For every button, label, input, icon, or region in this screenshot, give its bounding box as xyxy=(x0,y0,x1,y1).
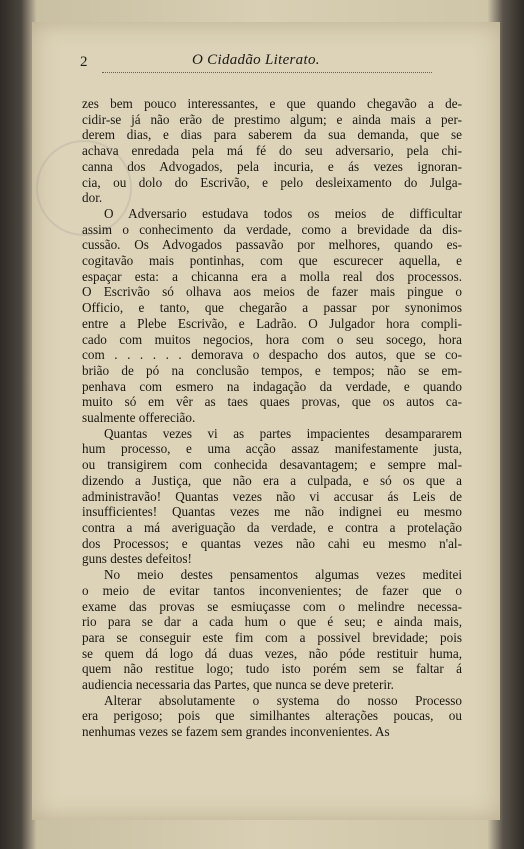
page-number: 2 xyxy=(80,54,88,70)
text-line: penhava com esmero na indagação da verdade, e quando xyxy=(82,378,462,394)
header-rule xyxy=(102,72,432,73)
text-line: hum processo, e uma acção assaz manifestamente justa, xyxy=(82,441,462,457)
paragraph xyxy=(82,426,462,567)
text-line: muito só em vêr as taes quaes provas, que os autos ca- xyxy=(82,394,462,410)
text-line: achava enredada pela má fé do seu adversario, pela chi- xyxy=(82,143,462,159)
text-line: audiencia necessaria das Partes, que nunca se deve preterir. xyxy=(82,677,394,693)
text-line: cidir-se já não erão de prestimo algum; e ainda mais a per- xyxy=(82,111,462,127)
paragraph xyxy=(82,693,462,740)
text-line: assim o conhecimento da verdade, como a brevidade da dis- xyxy=(82,221,462,237)
paragraph xyxy=(82,206,462,426)
text-line: zes bem pouco interessantes, e que quando chegavão a de- xyxy=(82,96,462,111)
text-line: derem dias, e dias para saberem da sua demanda, que se xyxy=(82,127,462,143)
text-line: cogitavão mais pontinhas, com que escurecer aquella, e xyxy=(82,253,462,269)
text-line: ou transigirem com conhecida desavantagem; e sempre mal- xyxy=(82,457,462,473)
text-line: nenhumas vezes se fazem sem grandes inconvenientes. As xyxy=(82,724,390,740)
text-line: com . . . . . . demorava o despacho dos autos, que se co- xyxy=(82,347,462,363)
text-line: O Escrivão só olhava aos meios de fazer mais pingue o xyxy=(82,284,462,300)
text-line: rio para se dar a cada hum o que é seu; e ainda mais, xyxy=(82,614,462,630)
text-line: cado com muitos negocios, hora com o seu socego, hora xyxy=(82,331,462,347)
text-line: guns destes defeitos! xyxy=(82,551,192,567)
text-line: O Adversario estudava todos os meios de difficultar xyxy=(104,205,462,221)
text-line: espaçar esta: a chicanna era a molla real dos processos. xyxy=(82,268,462,284)
text-line: contra a má averiguação da verdade, e contra a protelação xyxy=(82,519,462,535)
text-line: dor. xyxy=(82,190,103,206)
text-line: insufficientes! Quantas vezes me não indignei eu mesmo xyxy=(82,504,462,520)
text-line: Quantas vezes vi as partes impacientes desampararem xyxy=(104,425,462,441)
text-line: dos Processos; e quantas vezes não cahi eu mesmo n'al- xyxy=(82,535,462,551)
text-line: Alterar absolutamente o systema do nosso Processo xyxy=(104,692,462,708)
body-text xyxy=(82,96,462,740)
text-line: quem não restitue logo; tudo isto porém sem se faltar á xyxy=(82,661,462,677)
text-line: sualmente offerecião. xyxy=(82,410,196,426)
text-line: cia, ou dolo do Escrivão, e pelo desleixamento do Julga- xyxy=(82,174,462,190)
text-line: dizendo a Justiça, que não era a culpada, e só os que a xyxy=(82,472,462,488)
text-line: entre a Plebe Escrivão, e Ladrão. O Julgador hora compli- xyxy=(82,315,462,331)
text-line: para se conseguir este fim com a possivel brevidade; pois xyxy=(82,629,462,645)
text-line: brião de pó na conclusão tempos, e tempos; não se em- xyxy=(82,362,462,378)
text-line: canna dos Advogados, pela incuria, e ás vezes ignoran- xyxy=(82,158,462,174)
text-line: administravão! Quantas vezes não vi accusar ás Leis de xyxy=(82,488,462,504)
text-line: cussão. Os Advogados passavão por melhores, quando es- xyxy=(82,237,462,253)
page-header xyxy=(72,52,452,76)
paragraph xyxy=(82,96,462,206)
paragraph xyxy=(82,567,462,693)
text-line: Officio, e tanto, que chegarão a passar por synonimos xyxy=(82,300,462,316)
text-line: No meio destes pensamentos algumas vezes meditei xyxy=(104,567,462,583)
running-title: O Cidadão Literato. xyxy=(192,52,320,68)
text-line: exame das provas se esmiuçasse com o melindre necessa- xyxy=(82,598,462,614)
text-line: era perigoso; pois que similhantes alterações poucas, ou xyxy=(82,708,462,724)
text-line: se quem dá logo dá duas vezes, não póde restituir huma, xyxy=(82,645,462,661)
text-line: o meio de evitar tantos inconvenientes; de fazer que o xyxy=(82,582,462,598)
